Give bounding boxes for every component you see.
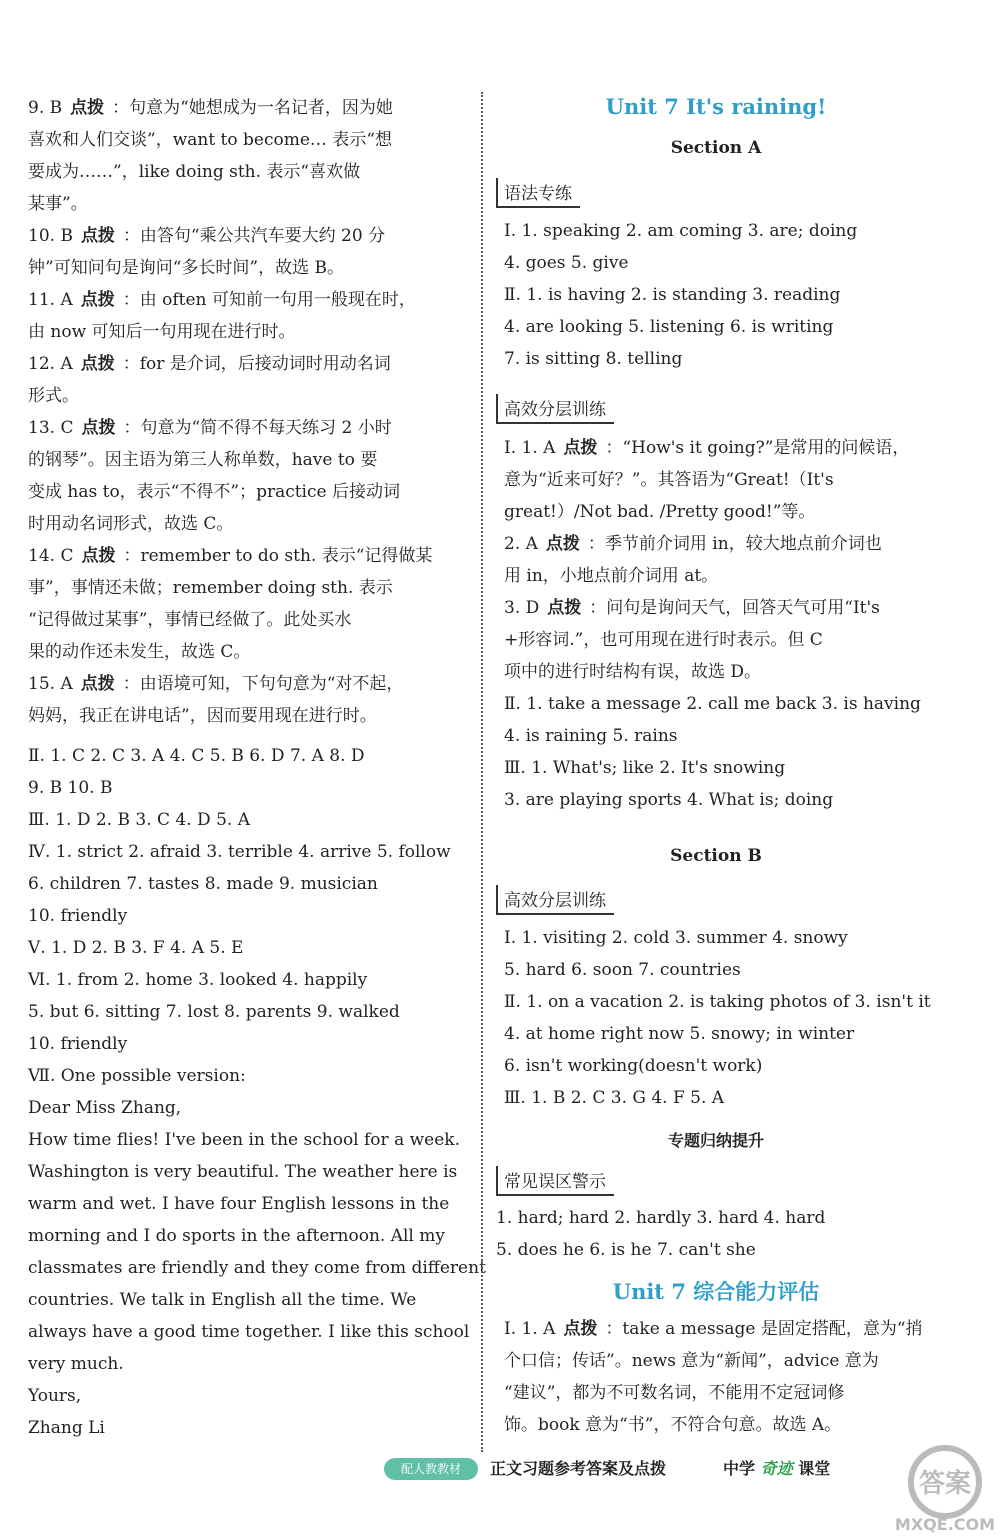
answer-line — [28, 284, 432, 316]
answer-line: 1. hard; hard 2. hardly 3. hard 4. hard — [496, 1208, 826, 1228]
answer-line: 5. hard 6. soon 7. countries — [504, 960, 741, 980]
question-number: Ⅰ. 1. A — [504, 438, 556, 458]
answer-line: 5. but 6. sitting 7. lost 8. parents 9. walked — [28, 1002, 400, 1022]
answer-line: How time flies! I've been in the school for a week. — [28, 1130, 460, 1150]
page-footer — [0, 1454, 1000, 1494]
answer-line — [28, 124, 432, 156]
answer-line: Ⅵ. 1. from 2. home 3. looked 4. happily — [28, 970, 368, 990]
brand-part-b: 奇迹 — [760, 1459, 793, 1478]
answer-line — [504, 720, 921, 752]
hint-label: 点拨 — [80, 290, 115, 310]
topic-heading: 专题归纳提升 — [667, 1131, 764, 1150]
answer-text: 的钢琴”。因主语为第三人称单数，have to 要 — [28, 450, 378, 470]
answer-line: 7. is sitting 8. telling — [504, 349, 683, 369]
answer-line — [28, 668, 432, 700]
answer-line — [504, 1313, 923, 1345]
answer-text: 4. is raining 5. rains — [504, 726, 678, 746]
answer-line — [504, 656, 921, 688]
answer-text: Ⅲ. 1. What's; like 2. It's snowing — [504, 758, 786, 778]
answer-line: morning and I do sports in the afternoon. All my — [28, 1226, 445, 1246]
answer-line: 5. does he 6. is he 7. can't she — [496, 1240, 756, 1260]
hint-label: 点拨 — [545, 534, 580, 554]
answer-line — [28, 92, 432, 124]
question-number: 3. D — [504, 598, 540, 618]
grammar-tag: 语法专练 — [496, 178, 580, 208]
answer-line: 10. friendly — [28, 906, 128, 926]
answer-text: “建议”，都为不可数名词，不能用不定冠词修 — [504, 1383, 845, 1403]
mistake-tag: 常见误区警示 — [496, 1166, 614, 1196]
answer-line: Ⅶ. One possible version: — [28, 1066, 246, 1086]
answer-text: 由 now 可知后一句用现在进行时。 — [28, 322, 296, 342]
answer-line: Ⅱ. 1. is having 2. is standing 3. reading — [504, 285, 841, 305]
answer-line: 6. children 7. tastes 8. made 9. musician — [28, 874, 378, 894]
answer-line: always have a good time together. I like this school — [28, 1322, 470, 1342]
answer-line — [504, 560, 921, 592]
answer-line: Ⅰ. 1. visiting 2. cold 3. summer 4. snowy — [504, 928, 848, 948]
answer-text: ：remember to do sth. 表示“记得做某 — [123, 546, 433, 566]
answer-line: very much. — [28, 1354, 124, 1374]
unit-eval-title: Unit 7 综合能力评估 — [612, 1279, 820, 1304]
answer-line: Ⅰ. 1. speaking 2. am coming 3. are; doing — [504, 221, 858, 241]
answer-line — [28, 572, 432, 604]
answer-line — [504, 752, 921, 784]
answer-text: 变成 has to，表示“不得不”；practice 后接动词 — [28, 482, 400, 502]
answer-text: 个口信；传话”。news 意为“新闻”，advice 意为 — [504, 1351, 879, 1371]
column-divider — [481, 92, 483, 1452]
question-number: 11. A — [28, 290, 73, 310]
question-number: Ⅰ. 1. A — [504, 1319, 556, 1339]
answer-line — [504, 688, 921, 720]
answer-text: Ⅱ. 1. take a message 2. call me back 3. is having — [504, 694, 921, 714]
answer-text: 时用动名词形式，故选 C。 — [28, 514, 234, 534]
brand-part-c: 课堂 — [798, 1459, 831, 1478]
training-tag-2: 高效分层训练 — [496, 885, 614, 915]
answer-line — [28, 700, 432, 732]
answer-line: 6. isn't working(doesn't work) — [504, 1056, 763, 1076]
answer-line — [504, 528, 921, 560]
answer-text: ：由语境可知，下句句意为“对不起， — [122, 674, 404, 694]
answer-text: 饰。book 意为“书”，不符合句意。故选 A。 — [504, 1415, 842, 1435]
answer-line — [504, 624, 921, 656]
answer-line — [504, 1345, 923, 1377]
answer-line: Ⅴ. 1. D 2. B 3. F 4. A 5. E — [28, 938, 244, 958]
answer-line — [28, 252, 432, 284]
training-b-answers — [504, 922, 931, 1114]
hint-label: 点拨 — [80, 226, 115, 246]
answer-text: ：问句是询问天气，回答天气可用“It's — [589, 598, 880, 618]
hint-label: 点拨 — [563, 438, 598, 458]
answer-line — [28, 316, 432, 348]
training-tag-1: 高效分层训练 — [496, 394, 614, 424]
question-number: 2. A — [504, 534, 538, 554]
answer-line: 4. at home right now 5. snowy; in winter — [504, 1024, 855, 1044]
answer-line — [28, 540, 432, 572]
question-number: 14. C — [28, 546, 74, 566]
answer-line — [504, 464, 921, 496]
answer-text: ：季节前介词用 in，较大地点前介词也 — [587, 534, 882, 554]
answer-line — [28, 476, 432, 508]
answer-line: 4. are looking 5. listening 6. is writing — [504, 317, 834, 337]
answer-text: 用 in，小地点前介词用 at。 — [504, 566, 719, 586]
watermark-logo — [890, 1440, 1000, 1536]
edition-badge: 配人教教材 — [384, 1458, 478, 1480]
answer-line: 4. goes 5. give — [504, 253, 629, 273]
answer-line: 10. friendly — [28, 1034, 128, 1054]
answer-text: 要成为……”，like doing sth. 表示“喜欢做 — [28, 162, 361, 182]
answer-line — [28, 380, 432, 412]
eval-answers — [504, 1313, 923, 1441]
answer-line: Zhang Li — [28, 1418, 105, 1438]
answer-line — [504, 1409, 923, 1441]
answer-line: Dear Miss Zhang, — [28, 1098, 182, 1118]
hint-label: 点拨 — [81, 546, 116, 566]
section-a-heading: Section A — [670, 138, 762, 158]
question-number: 13. C — [28, 418, 74, 438]
footer-title: 正文习题参考答案及点拨 — [490, 1459, 667, 1478]
mistake-answers — [496, 1202, 825, 1266]
answer-line — [504, 496, 921, 528]
answer-text: 喜欢和人们交谈”，want to become… 表示“想 — [28, 130, 393, 150]
answer-line: warm and wet. I have four English lessons in the — [28, 1194, 450, 1214]
answer-text: 形式。 — [28, 386, 79, 406]
answer-line: Washington is very beautiful. The weather here is — [28, 1162, 458, 1182]
svg-text:答案: 答案 — [918, 1469, 972, 1499]
answer-line — [504, 784, 921, 816]
hint-label: 点拨 — [70, 98, 105, 118]
answer-text: 果的动作还未发生，故选 C。 — [28, 642, 251, 662]
hint-label: 点拨 — [81, 418, 116, 438]
brand-name — [723, 1456, 830, 1479]
answer-text: 某事”。 — [28, 194, 88, 214]
answer-line — [28, 412, 432, 444]
answer-text: ：for 是介词，后接动词时用动名词 — [122, 354, 391, 374]
answer-line: Ⅳ. 1. strict 2. afraid 3. terrible 4. arrive 5. follow — [28, 842, 451, 862]
answer-line — [28, 188, 432, 220]
answer-text: ：“How's it going?”是常用的问候语， — [605, 438, 910, 458]
question-number: 15. A — [28, 674, 73, 694]
answer-line: Ⅱ. 1. on a vacation 2. is taking photos of 3. isn't it — [504, 992, 931, 1012]
hint-label: 点拨 — [547, 598, 582, 618]
answer-line — [504, 592, 921, 624]
answer-line — [28, 636, 432, 668]
answer-text: ：take a message 是固定搭配，意为“捎 — [605, 1319, 923, 1339]
answer-line — [28, 220, 432, 252]
answer-line: countries. We talk in English all the time. We — [28, 1290, 417, 1310]
answer-text: 钟”可知问句是询问“多长时间”，故选 B。 — [28, 258, 344, 278]
question-number: 10. B — [28, 226, 73, 246]
unit-title: Unit 7 It's raining! — [605, 94, 827, 119]
answer-line: Ⅲ. 1. D 2. B 3. C 4. D 5. A — [28, 810, 250, 830]
section-b-heading: Section B — [670, 846, 762, 866]
answer-line: Ⅱ. 1. C 2. C 3. A 4. C 5. B 6. D 7. A 8. D — [28, 746, 365, 766]
hint-label: 点拨 — [80, 674, 115, 694]
answer-line: 9. B 10. B — [28, 778, 113, 798]
answer-line — [28, 156, 432, 188]
hint-label: 点拨 — [563, 1319, 598, 1339]
answer-line: Yours, — [28, 1386, 82, 1406]
answer-line — [28, 348, 432, 380]
answer-line — [28, 444, 432, 476]
answer-line — [28, 604, 432, 636]
grammar-answers — [504, 215, 857, 375]
answer-text: great!）/Not bad. /Pretty good!”等。 — [504, 502, 816, 522]
answer-text: 事”，事情还未做；remember doing sth. 表示 — [28, 578, 393, 598]
answer-line: classmates are friendly and they come from different — [28, 1258, 486, 1278]
answer-text: 项中的进行时结构有误，故选 D。 — [504, 662, 762, 682]
answer-text: ：由 often 可知前一句用一般现在时， — [122, 290, 416, 310]
answer-text: 妈妈，我正在讲电话”，因而要用现在进行时。 — [28, 706, 377, 726]
brand-part-a: 中学 — [723, 1459, 756, 1478]
answer-text: ：由答句“乘公共汽车要大约 20 分 — [122, 226, 386, 246]
training-a-answers — [504, 432, 921, 816]
answer-text: 意为“近来可好？”。其答语为“Great!（It's — [504, 470, 834, 490]
answer-line — [28, 508, 432, 540]
answer-line: Ⅲ. 1. B 2. C 3. G 4. F 5. A — [504, 1088, 725, 1108]
answers-block-1 — [28, 92, 432, 732]
answer-line — [504, 432, 921, 464]
answers-block-2 — [28, 740, 486, 1444]
question-number: 9. B — [28, 98, 63, 118]
answer-text: +形容词.”，也可用现在进行时表示。但 C — [504, 630, 823, 650]
question-number: 12. A — [28, 354, 73, 374]
answer-text: ：句意为“她想成为一名记者，因为她 — [112, 98, 393, 118]
answer-text: ：句意为“简不得不每天练习 2 小时 — [123, 418, 392, 438]
svg-text:MXQE.COM: MXQE.COM — [894, 1515, 996, 1534]
hint-label: 点拨 — [80, 354, 115, 374]
answer-line — [504, 1377, 923, 1409]
answer-text: “记得做过某事”，事情已经做了。此处买水 — [28, 610, 352, 630]
answer-text: 3. are playing sports 4. What is; doing — [504, 790, 834, 810]
